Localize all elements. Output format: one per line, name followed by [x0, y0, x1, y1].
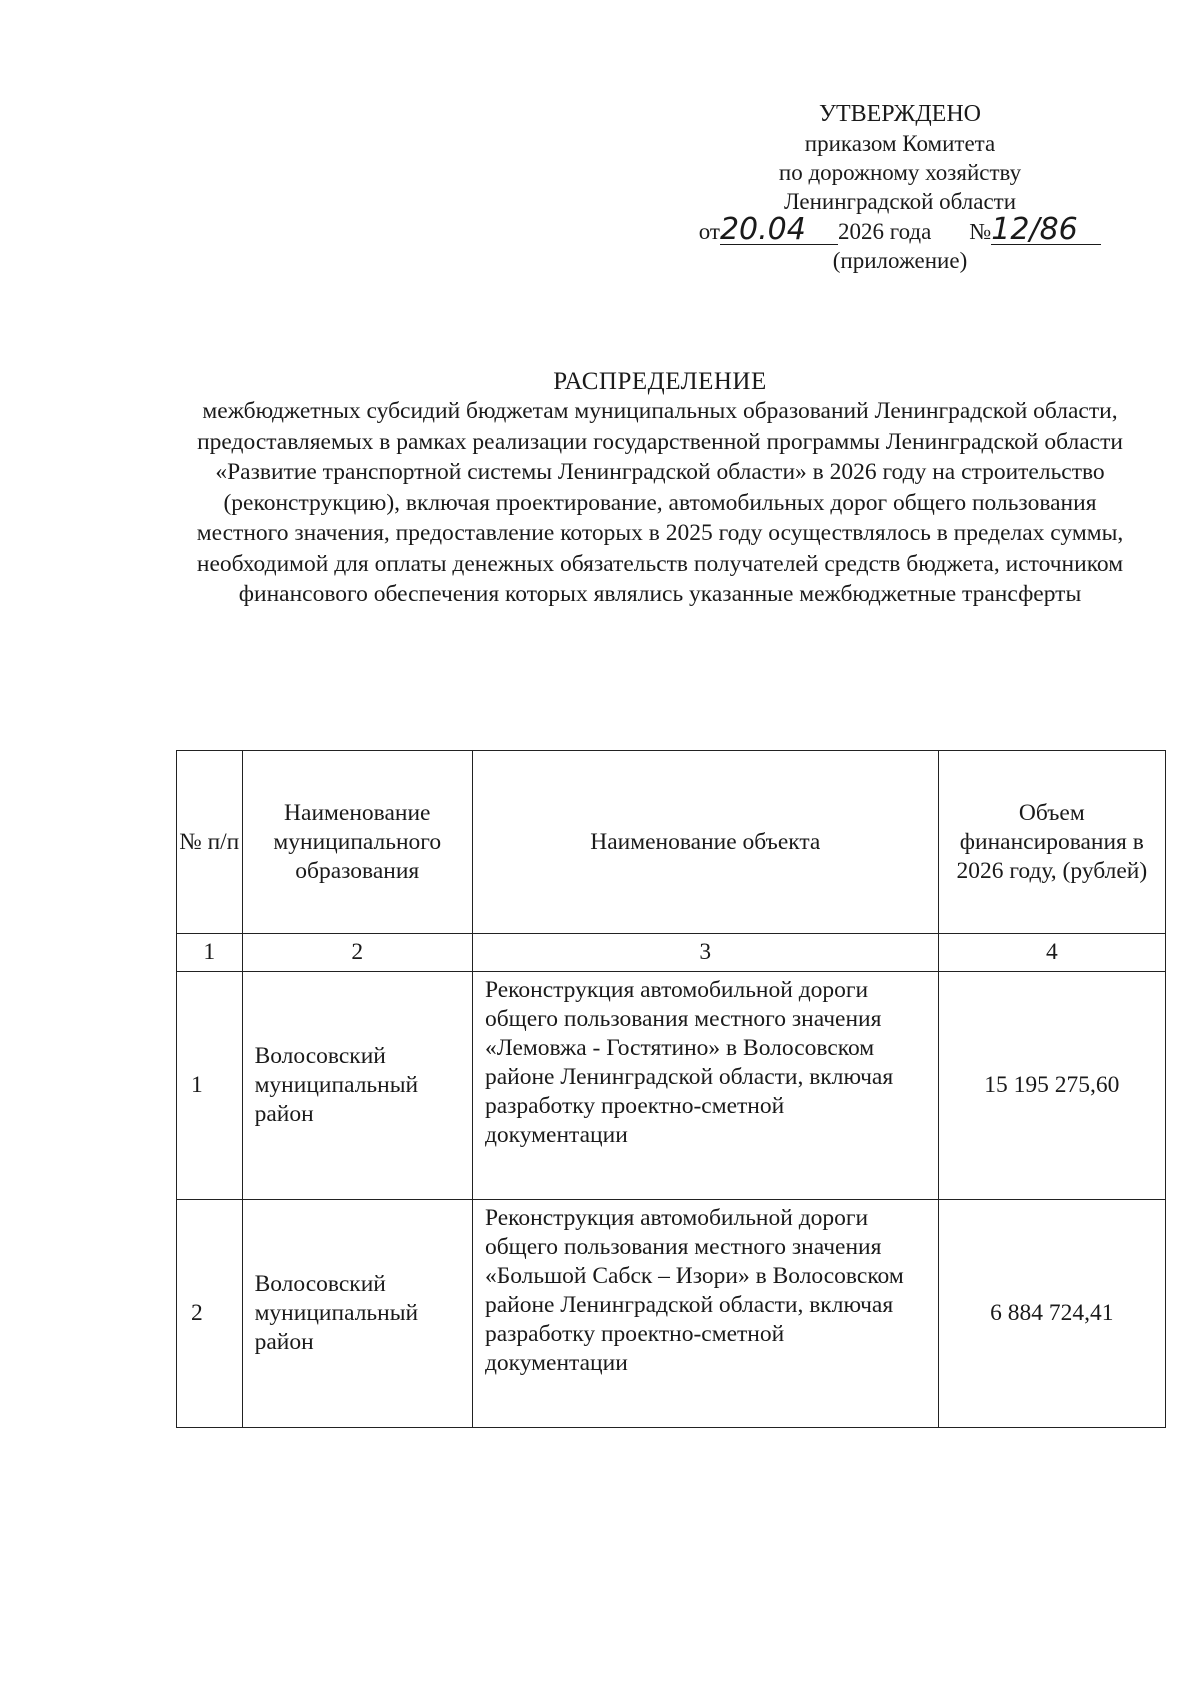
approval-date-line [610, 212, 1190, 247]
table-row [177, 1200, 1166, 1428]
row-object: Реконструкция автомобильной дороги общего пользования местного значения «Лемовжа - Гостятино» в Волосовском районе Ленинградской области, включая разработку проектно-сметной документации [472, 972, 938, 1200]
handwritten-number: 12/86 [991, 216, 1101, 245]
approval-line-2: по дорожному хозяйству [778, 160, 1022, 185]
approval-line-3: Ленинградской области [783, 189, 1017, 214]
distribution-table [176, 750, 1166, 1428]
header-amount: Объем финансирования в 2026 году, (рублей) [938, 751, 1165, 934]
approval-stamp [610, 100, 1190, 275]
row-object: Реконструкция автомобильной дороги общего пользования местного значения «Большой Сабск – Изори» в Волосовском районе Ленинградской области, включая разработку проектно-сметной документации [472, 1200, 938, 1428]
column-number-row [177, 934, 1166, 972]
approval-title: УТВЕРЖДЕНО [818, 101, 982, 127]
document-description: межбюджетных субсидий бюджетам муниципальных образований Ленинградской области, предоставляемых в рамках реализации государственной программы Ленинградской области «Развитие транспортной системы Ленинградской области» в 2026 году на строительство (реконструкцию), включая проектирование, автомобильных дорог общего пользования местного значения, предоставление которых в 2025 году осуществлялось в пределах суммы, необходимой для оплаты денежных обязательств получателей средств бюджета, источником финансового обеспечения которых являлись указанные межбюджетные трансферты [196, 398, 1124, 607]
row-number: 1 [177, 972, 243, 1200]
number-sign: № [969, 219, 992, 244]
table-row [177, 972, 1166, 1200]
row-municipality: Волосовский муниципальный район [242, 972, 472, 1200]
date-prefix: от [698, 219, 720, 244]
row-amount: 15 195 275,60 [938, 972, 1165, 1200]
date-suffix: 2026 года [837, 219, 932, 244]
column-number: 2 [242, 934, 472, 972]
header-municipality: Наименование муниципального образования [242, 751, 472, 934]
row-number: 2 [177, 1200, 243, 1428]
column-number: 3 [472, 934, 938, 972]
row-amount: 6 884 724,41 [938, 1200, 1165, 1428]
row-municipality: Волосовский муниципальный район [242, 1200, 472, 1428]
table-header-row [177, 751, 1166, 934]
header-object: Наименование объекта [472, 751, 938, 934]
handwritten-date: 20.04 [720, 216, 838, 245]
document-title: РАСПРЕДЕЛЕНИЕ [553, 368, 767, 395]
approval-line-1: приказом Комитета [804, 131, 996, 156]
approval-note: (приложение) [832, 248, 968, 273]
header-number: № п/п [177, 751, 243, 934]
column-number: 4 [938, 934, 1165, 972]
column-number: 1 [177, 934, 243, 972]
